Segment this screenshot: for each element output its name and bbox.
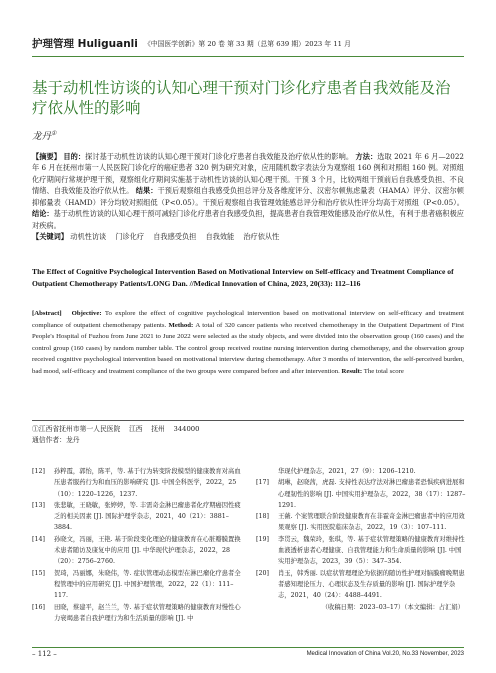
- reference-item: [17] 胡琳，赵晓茜，虎磊. 支持性表达疗法对淋巴瘤患者恐惧疾病进展和心理韧性的影响 [J]. 中国实用护理杂志，2022，38（17）：1287–1291.: [256, 479, 466, 509]
- references-right-column: [256, 466, 466, 613]
- en-objective-text: To explore the effect of cognitive psychological intervention based on motivational interview on self-efficacy and treatment compliance of outpatient chemotherapy patients.: [32, 310, 464, 329]
- en-abstract-label: [Abstract]: [32, 310, 62, 317]
- reference-item: [15] 贺琦，冯丽娜，朱晓伟，等. 症状管理动态模型在淋巴瘤化疗患者全程管理中的应用研究 [J]. 中国护理管理，2022，22（1）：111–117.: [32, 569, 241, 600]
- reference-item: 华现代护理杂志，2021，27（9）：1206–1210.: [278, 468, 416, 475]
- affiliation: ①江西省抚州市第一人民医院 江西 抚州 344000: [32, 425, 200, 433]
- purpose-label: 目的：: [63, 152, 86, 161]
- reference-item: [12] 孙粹霞，郭怡，陈平，等. 基于行为转变阶段模型的健康教育对高血压患者服药行为和血压的影响研究 [J]. 中国全科医学，2022，25（10）：1220–1226，1237.: [32, 468, 241, 498]
- page-number: – 112 –: [32, 650, 57, 658]
- affiliation-footnote: [32, 420, 464, 446]
- result-label: 结果：: [135, 186, 158, 196]
- header-citation: 《中国医学创新》第 20 卷 第 33 期（总第 639 期）2023 年 11 月: [144, 40, 351, 48]
- keywords-text: 动机性访谈 门诊化疗 自我感受负担 自我效能 治疗依从性: [70, 232, 280, 242]
- reference-item: [16] 田晓，蔡建平，赵兰兰，等. 基于症状管理策略的健康教育对慢性心力衰竭患者自我护理行为和生活质量的影响 [J]. 中: [32, 603, 241, 622]
- reference-item: [13] 张悲敏，王晓敏，张婷婷，等. 丰需奇金淋巴瘤患者化疗期癌因性疲乏的相关因素 [J]. 国际护理学杂志，2021，40（21）：3881–3884.: [32, 501, 241, 532]
- en-method-text: A total of 320 cancer patients who received chemotherapy in the Outpatient Department of First People's Hospital of Fuzhou from June 2021 to June 2022 were selected as the study objects, and were divided into the observation group (160 cases) and the control group (160 cases) by random number table. The control group received routine nursing intervention during chemotherapy, and the observation group received cognitive psychological intervention based on motivational interview during chemotherapy. After 3 months of intervention, the self-perceived burden, bad mood, self-efficacy and treatment compliance of the two groups were compared before and after intervention.: [32, 321, 465, 375]
- en-result-text: The total score: [363, 367, 404, 375]
- english-title: The Effect of Cognitive Psychological Intervention Based on Motivational Interview on Self-efficacy and Treatment Compliance of Outpatient Chemotherapy Patients/LONG Dan. //Medical Innovation of China, 2023, 20(33): 112–116: [32, 267, 454, 288]
- conclusion-text: 基于动机性访谈的认知心理干预可减轻门诊化疗患者自我感受负担，提高患者自我管理效能感及治疗依从性，有利于患者癌积极应对疾病。: [32, 209, 464, 230]
- en-method-label: Method:: [168, 321, 194, 329]
- abstract-en: [32, 308, 464, 378]
- page-footer: [32, 647, 464, 658]
- article-title: 基于动机性访谈的认知心理干预对门诊化疗患者自我效能及治疗依从性的影响: [32, 79, 451, 117]
- footer-journal: Medical Innovation of China Vol.20, No.33 November, 2023: [306, 651, 464, 657]
- reference-item: [14] 孙晓文，冯丽，王艳. 基于阶段变化理论的健康教育在心脏瓣膜置换术患者随访及康复中的应用 [J]. 中华现代护理杂志，2022，28（20）：2756–2760.: [32, 535, 241, 566]
- en-result-label: Result:: [341, 367, 363, 375]
- corresponding-author: 通信作者：龙丹: [32, 436, 80, 444]
- page-header: [32, 34, 464, 57]
- header-section-title: 护理管理 Huliguanli: [32, 38, 138, 50]
- reference-item: [18] 王薇. 个案管理联合阶段健康教育在非霍奇金淋巴瘤患者中的应用效果观察 [J]. 实用医院临床杂志，2022，19（3）：107–111.: [256, 513, 465, 532]
- en-objective-label: Objective:: [71, 310, 102, 317]
- conclusion-label: 结论：: [32, 209, 54, 219]
- author-name: 龙丹: [32, 131, 52, 142]
- abstract-label: 【摘要】: [32, 152, 61, 161]
- method-text: 选取 2021 年 6 月—2022 年 6 月在抚州市第一人民医院门诊化疗的癌症患者 320 例为研究对象，应用随机数字表法分为观察组 160 例和对照组 160 例。对照组化疗期间行常规护理干预，观察组化疗期间实施基于动机性访谈的认知心理干预。干预 3 个月，比较两组干预前后自我感受负担、不良情绪、自我效能及治疗依从性。: [32, 152, 464, 196]
- method-label: 方法：: [355, 152, 378, 161]
- keywords-label: 【关键词】: [32, 232, 68, 242]
- purpose-text: 探讨基于动机性访谈的认知心理干预对门诊化疗患者自我效能及治疗依从性的影响。: [85, 152, 354, 161]
- author-line: [32, 128, 56, 142]
- received-date: （收稿日期：2023–03–17）（本文编辑：占汇娟）: [321, 603, 464, 611]
- result-text: 干预后观察组自我感受负担总评分及各维度评分、汉密尔顿焦虑量表（HAMA）评分、汉密尔顿抑郁量表（HAMD）评分均较对照组低（P<0.05）。干预后观察组自我管理效能感总评分和治疗依从性评分均高于对照组（P<0.05）。: [32, 186, 464, 207]
- references-left-column: [32, 466, 242, 624]
- reference-item: [19] 李贯云，魏荣玲，张琪，等. 基于症状管理策略的健康教育对维持性血液透析患者心理健康、自我管理能力和生命质量的影响 [J]. 中国实用护理杂志，2023，39（5）：347–354.: [256, 535, 465, 566]
- abstract-cn: [32, 151, 464, 243]
- reference-item: [20] 肖玉，韩秀丽. 以症状管理理论为依据的随访性护理对脑膜瘤晚期患者感知理论压力、心理状态及生存质量的影响 [J]. 国际护理学杂志，2021，40（24）：4488–4491.: [256, 569, 465, 600]
- author-affiliation-mark: ①: [51, 129, 57, 137]
